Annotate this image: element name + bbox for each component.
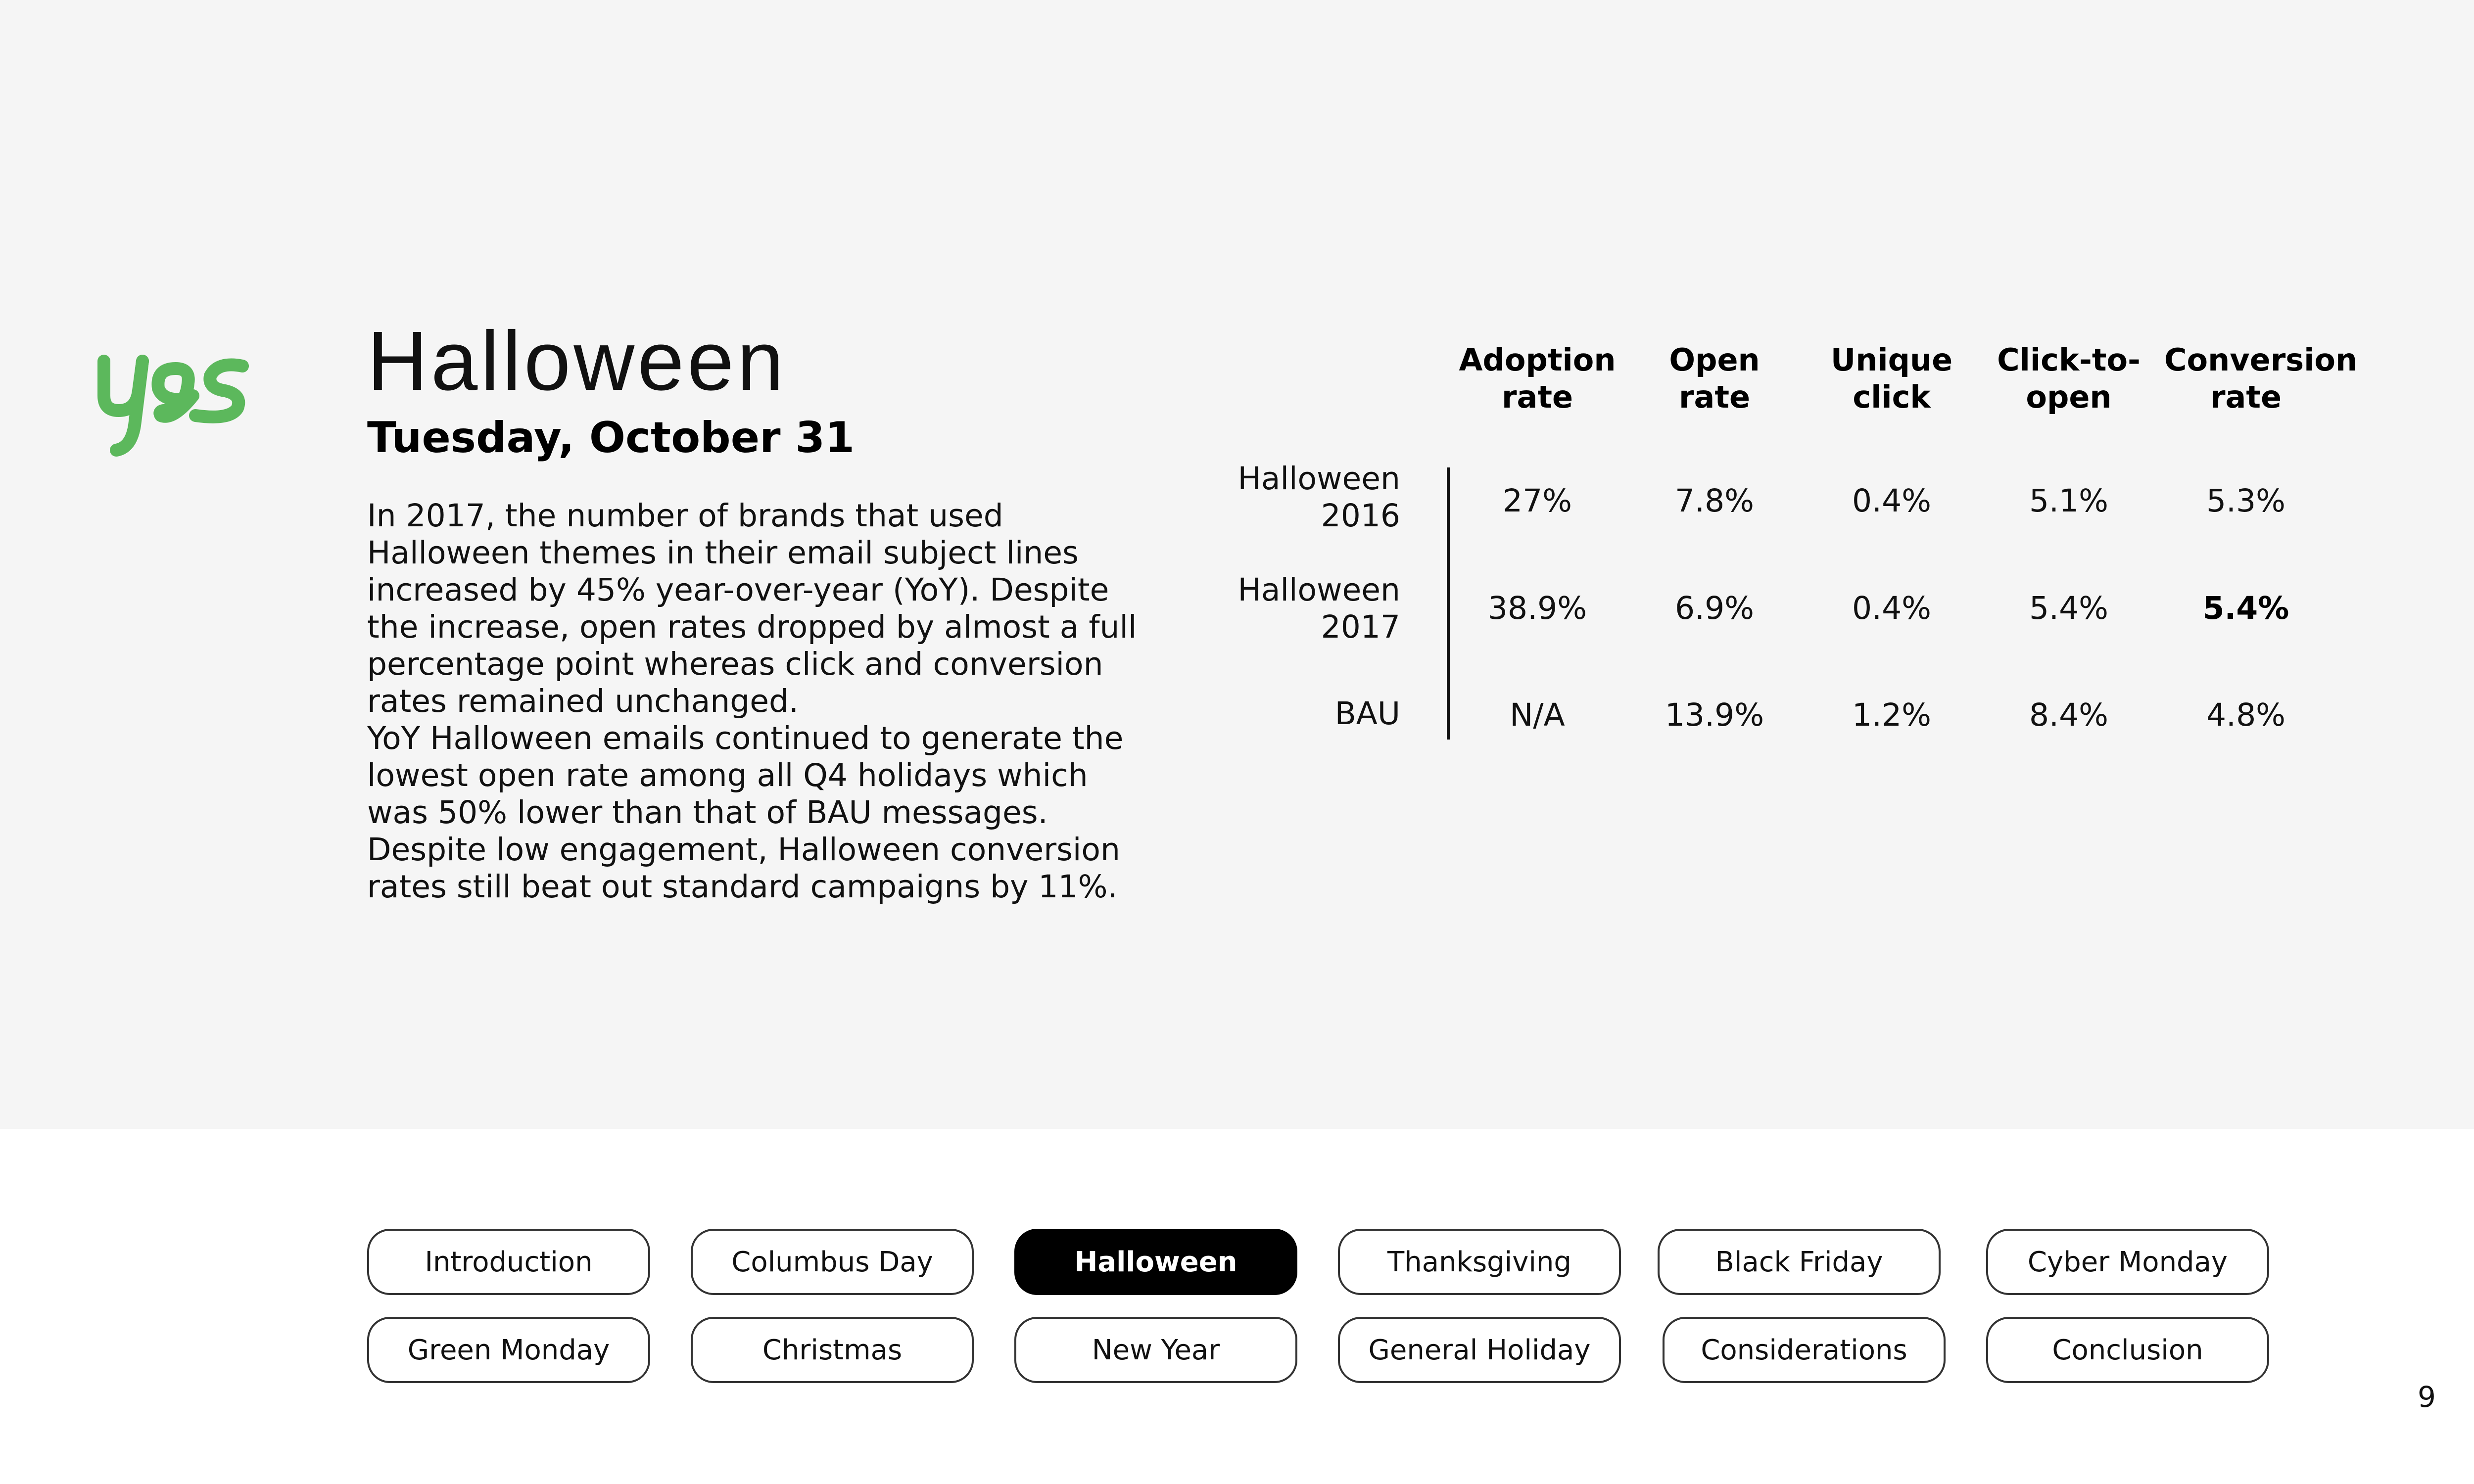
table-cell: 5.3% xyxy=(2206,483,2286,519)
table-cell: 5.1% xyxy=(2029,483,2109,519)
nav-cyber-monday-button[interactable]: Cyber Monday xyxy=(1986,1229,2269,1295)
table-cell-emphasized: 5.4% xyxy=(2202,590,2289,626)
table-cell: 5.4% xyxy=(2029,590,2109,626)
column-header-unique-click: Unique click xyxy=(1830,342,1953,415)
column-header-click-to-open: Click-to- open xyxy=(1997,342,2141,415)
table-cell: 0.4% xyxy=(1852,483,1932,519)
nav-conclusion-button[interactable]: Conclusion xyxy=(1986,1317,2269,1383)
page-number: 9 xyxy=(2418,1380,2436,1414)
table-cell: 1.2% xyxy=(1852,697,1932,733)
row-label-halloween-2017: Halloween 2017 xyxy=(1237,572,1400,645)
column-header-adoption-rate: Adoption rate xyxy=(1459,342,1616,415)
nav-columbus-day-button[interactable]: Columbus Day xyxy=(691,1229,974,1295)
column-header-conversion-rate: Conversion rate xyxy=(2164,342,2358,415)
row-label-bau: BAU xyxy=(1334,696,1400,732)
table-divider xyxy=(1447,467,1450,740)
table-cell: 0.4% xyxy=(1852,590,1932,626)
table-cell: 8.4% xyxy=(2029,697,2109,733)
nav-considerations-button[interactable]: Considerations xyxy=(1663,1317,1946,1383)
nav-general-holiday-button[interactable]: General Holiday xyxy=(1338,1317,1621,1383)
column-header-open-rate: Open rate xyxy=(1669,342,1760,415)
table-cell: 6.9% xyxy=(1674,590,1755,626)
nav-black-friday-button[interactable]: Black Friday xyxy=(1658,1229,1941,1295)
table-cell: 13.9% xyxy=(1665,697,1764,733)
table-cell: 7.8% xyxy=(1674,483,1755,519)
table-cell: 38.9% xyxy=(1487,590,1587,626)
nav-christmas-button[interactable]: Christmas xyxy=(691,1317,974,1383)
table-cell: 27% xyxy=(1502,483,1572,519)
page-title: Halloween xyxy=(367,314,787,408)
nav-new-year-button[interactable]: New Year xyxy=(1014,1317,1297,1383)
nav-thanksgiving-button[interactable]: Thanksgiving xyxy=(1338,1229,1621,1295)
table-cell: N/A xyxy=(1510,697,1565,733)
nav-green-monday-button[interactable]: Green Monday xyxy=(367,1317,650,1383)
body-paragraph-2: YoY Halloween emails continued to generate the lowest open rate among all Q4 holidays which was 50% lower than that of BAU messages. Despite low engagement, Halloween conversion rates still beat out standard campaigns by 11%. xyxy=(367,720,1124,905)
nav-halloween-button-active[interactable]: Halloween xyxy=(1014,1229,1297,1295)
row-label-halloween-2016: Halloween 2016 xyxy=(1237,461,1400,534)
table-cell: 4.8% xyxy=(2206,697,2286,733)
yes-logo xyxy=(89,341,257,460)
page-subtitle-date: Tuesday, October 31 xyxy=(367,413,855,463)
body-paragraph-1: In 2017, the number of brands that used Halloween themes in their email subject lines increased by 45% year-over-year (YoY). Despite the increase, open rates dropped by almost a full percentage point whereas click and conversion rates remained unchanged. xyxy=(367,498,1137,719)
nav-introduction-button[interactable]: Introduction xyxy=(367,1229,650,1295)
